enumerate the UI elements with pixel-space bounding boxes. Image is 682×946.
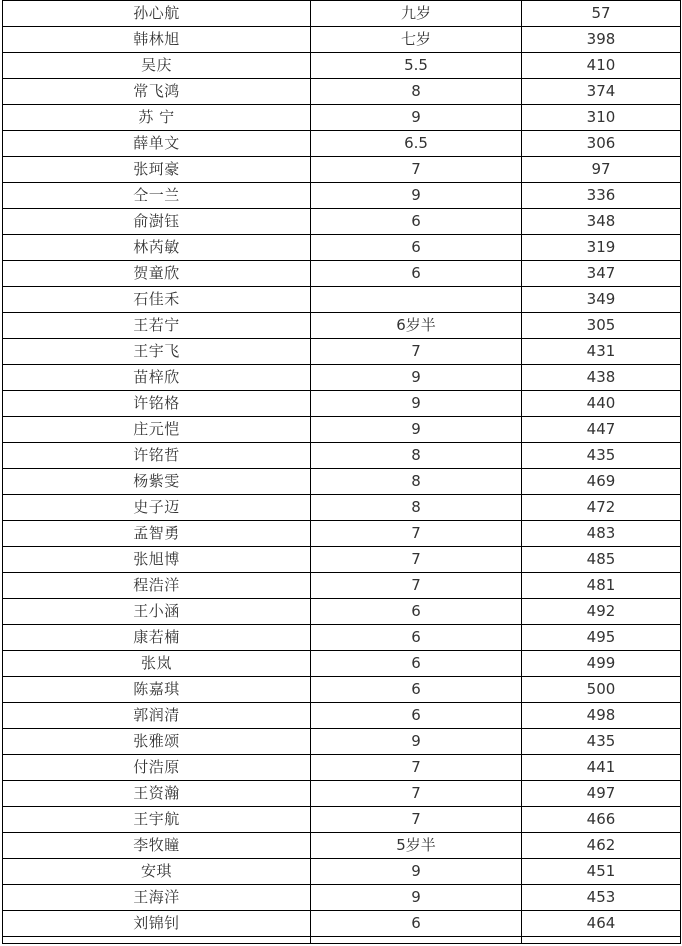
table-row <box>3 599 681 625</box>
student-age-cell: 6岁半 <box>311 313 522 339</box>
student-age-cell: 5岁半 <box>311 833 522 859</box>
table-row <box>3 287 681 313</box>
student-score-cell: 481 <box>522 573 681 599</box>
table-row <box>3 313 681 339</box>
table-row <box>3 183 681 209</box>
table-row <box>3 131 681 157</box>
student-score-cell: 499 <box>522 651 681 677</box>
student-age-cell: 6 <box>311 599 522 625</box>
table-cell-empty <box>311 937 522 944</box>
student-age-cell: 9 <box>311 885 522 911</box>
table-row <box>3 105 681 131</box>
student-age-cell: 6 <box>311 651 522 677</box>
table-row <box>3 573 681 599</box>
student-age-cell: 8 <box>311 443 522 469</box>
table-row <box>3 521 681 547</box>
student-name-cell: 安琪 <box>3 859 311 885</box>
student-score-cell: 435 <box>522 443 681 469</box>
student-score-cell: 374 <box>522 79 681 105</box>
student-name-cell: 贺童欣 <box>3 261 311 287</box>
table-row <box>3 677 681 703</box>
student-score-cell: 451 <box>522 859 681 885</box>
student-name-cell: 郭润清 <box>3 703 311 729</box>
student-age-cell: 5.5 <box>311 53 522 79</box>
student-score-cell: 97 <box>522 157 681 183</box>
student-score-cell: 431 <box>522 339 681 365</box>
table-row <box>3 27 681 53</box>
table-row-bottom-partial <box>3 937 681 944</box>
table-row <box>3 625 681 651</box>
student-name-cell: 张雅颂 <box>3 729 311 755</box>
student-name-cell: 王海洋 <box>3 885 311 911</box>
table-row <box>3 391 681 417</box>
student-name-cell: 许铭格 <box>3 391 311 417</box>
student-age-cell: 9 <box>311 105 522 131</box>
table-row <box>3 53 681 79</box>
student-name-cell: 苗梓欣 <box>3 365 311 391</box>
student-age-cell: 七岁 <box>311 27 522 53</box>
student-score-cell: 410 <box>522 53 681 79</box>
table-row <box>3 1 681 27</box>
table-row <box>3 261 681 287</box>
student-score-cell: 319 <box>522 235 681 261</box>
student-name-cell: 刘锦钊 <box>3 911 311 937</box>
table-cell-empty <box>3 937 311 944</box>
student-score-cell: 310 <box>522 105 681 131</box>
student-name-cell: 张旭博 <box>3 547 311 573</box>
student-score-cell: 441 <box>522 755 681 781</box>
student-age-cell: 7 <box>311 755 522 781</box>
student-age-cell: 9 <box>311 859 522 885</box>
student-score-cell: 485 <box>522 547 681 573</box>
table-row <box>3 365 681 391</box>
student-name-cell: 张岚 <box>3 651 311 677</box>
student-age-cell <box>311 287 522 313</box>
student-score-cell: 440 <box>522 391 681 417</box>
student-age-cell: 6 <box>311 209 522 235</box>
table-row <box>3 885 681 911</box>
student-score-cell: 305 <box>522 313 681 339</box>
student-score-cell: 462 <box>522 833 681 859</box>
student-name-cell: 孟智勇 <box>3 521 311 547</box>
table-row <box>3 235 681 261</box>
student-score-cell: 500 <box>522 677 681 703</box>
student-score-cell: 453 <box>522 885 681 911</box>
student-name-cell: 程浩洋 <box>3 573 311 599</box>
table-row <box>3 911 681 937</box>
student-age-cell: 7 <box>311 547 522 573</box>
student-age-cell: 6.5 <box>311 131 522 157</box>
student-name-cell: 林芮敏 <box>3 235 311 261</box>
table-row <box>3 157 681 183</box>
student-age-cell: 7 <box>311 573 522 599</box>
student-age-cell: 6 <box>311 625 522 651</box>
student-name-cell: 仝一兰 <box>3 183 311 209</box>
student-name-cell: 康若楠 <box>3 625 311 651</box>
table-row <box>3 651 681 677</box>
student-age-cell: 8 <box>311 495 522 521</box>
student-name-cell: 吴庆 <box>3 53 311 79</box>
student-age-cell: 8 <box>311 79 522 105</box>
table-row <box>3 547 681 573</box>
student-name-cell: 王小涵 <box>3 599 311 625</box>
student-name-cell: 石佳禾 <box>3 287 311 313</box>
results-table <box>2 0 681 944</box>
student-age-cell: 9 <box>311 417 522 443</box>
student-name-cell: 付浩原 <box>3 755 311 781</box>
student-score-cell: 469 <box>522 469 681 495</box>
table-row <box>3 495 681 521</box>
student-score-cell: 492 <box>522 599 681 625</box>
table-row <box>3 807 681 833</box>
student-name-cell: 常飞鸿 <box>3 79 311 105</box>
results-table-body <box>3 0 681 944</box>
student-name-cell: 李牧瞳 <box>3 833 311 859</box>
student-score-cell: 497 <box>522 781 681 807</box>
student-name-cell: 陈嘉琪 <box>3 677 311 703</box>
student-age-cell: 7 <box>311 521 522 547</box>
student-age-cell: 九岁 <box>311 1 522 27</box>
table-row <box>3 339 681 365</box>
student-score-cell: 336 <box>522 183 681 209</box>
table-row <box>3 859 681 885</box>
student-age-cell: 9 <box>311 365 522 391</box>
student-age-cell: 6 <box>311 235 522 261</box>
student-score-cell: 349 <box>522 287 681 313</box>
student-name-cell: 杨紫雯 <box>3 469 311 495</box>
student-name-cell: 王资瀚 <box>3 781 311 807</box>
student-score-cell: 57 <box>522 1 681 27</box>
student-name-cell: 孙心航 <box>3 1 311 27</box>
table-row <box>3 417 681 443</box>
student-age-cell: 6 <box>311 911 522 937</box>
table-row <box>3 209 681 235</box>
student-age-cell: 8 <box>311 469 522 495</box>
student-score-cell: 466 <box>522 807 681 833</box>
table-row <box>3 755 681 781</box>
student-age-cell: 6 <box>311 677 522 703</box>
student-age-cell: 6 <box>311 261 522 287</box>
student-name-cell: 史子迈 <box>3 495 311 521</box>
table-cell-empty <box>522 937 681 944</box>
student-age-cell: 9 <box>311 183 522 209</box>
student-score-cell: 495 <box>522 625 681 651</box>
table-row <box>3 833 681 859</box>
student-score-cell: 347 <box>522 261 681 287</box>
student-score-cell: 438 <box>522 365 681 391</box>
student-score-cell: 464 <box>522 911 681 937</box>
student-score-cell: 306 <box>522 131 681 157</box>
student-age-cell: 7 <box>311 781 522 807</box>
student-age-cell: 7 <box>311 339 522 365</box>
table-row <box>3 729 681 755</box>
student-name-cell: 苏 宁 <box>3 105 311 131</box>
student-name-cell: 张珂豪 <box>3 157 311 183</box>
student-name-cell: 韩林旭 <box>3 27 311 53</box>
student-name-cell: 王宇航 <box>3 807 311 833</box>
student-name-cell: 薛单文 <box>3 131 311 157</box>
table-row <box>3 703 681 729</box>
student-age-cell: 6 <box>311 703 522 729</box>
student-name-cell: 许铭哲 <box>3 443 311 469</box>
student-age-cell: 7 <box>311 157 522 183</box>
table-row <box>3 781 681 807</box>
student-score-cell: 398 <box>522 27 681 53</box>
student-age-cell: 9 <box>311 729 522 755</box>
student-score-cell: 447 <box>522 417 681 443</box>
student-score-cell: 498 <box>522 703 681 729</box>
student-score-cell: 472 <box>522 495 681 521</box>
student-name-cell: 俞澍钰 <box>3 209 311 235</box>
student-score-cell: 348 <box>522 209 681 235</box>
table-row <box>3 443 681 469</box>
table-row <box>3 79 681 105</box>
student-score-cell: 483 <box>522 521 681 547</box>
student-name-cell: 王宇飞 <box>3 339 311 365</box>
student-name-cell: 庄元恺 <box>3 417 311 443</box>
student-score-cell: 435 <box>522 729 681 755</box>
table-row <box>3 469 681 495</box>
student-age-cell: 9 <box>311 391 522 417</box>
student-age-cell: 7 <box>311 807 522 833</box>
student-name-cell: 王若宁 <box>3 313 311 339</box>
